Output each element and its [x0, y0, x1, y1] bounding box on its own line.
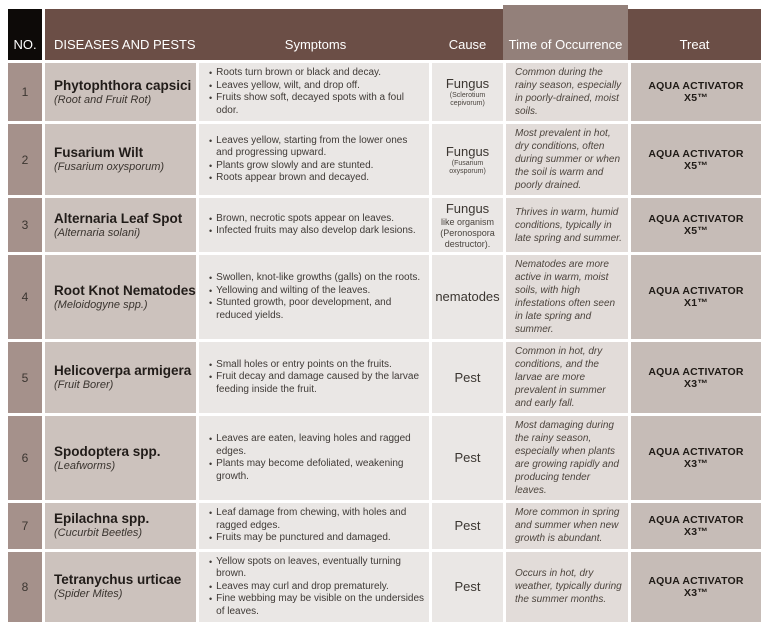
symptoms-cell: • Yellow spots on leaves, eventually turning brown. • Leaves may curl and drop prematurely. • Fine webbing may be visible on the undersides of leaves. [199, 552, 429, 622]
scientific-name: Phytophthora capsici [54, 78, 196, 94]
disease-name-cell [45, 124, 196, 195]
time-text: Occurs in hot, dry weather, typically during the summer months. [515, 567, 622, 606]
cause-cell [432, 255, 503, 339]
row-number: 6 [8, 416, 42, 500]
common-name: (Fusarium oxysporum) [54, 161, 196, 174]
treatment-cell [631, 342, 761, 413]
disease-name-cell [45, 63, 196, 121]
cause-sub: (Fusarium oxysporum) [434, 160, 501, 176]
treatment-name: AQUA ACTIVATOR X3™ [635, 575, 757, 599]
cause-main: Fungus [446, 76, 489, 91]
scientific-name: Tetranychus urticae [54, 572, 196, 588]
cause-main: Pest [454, 450, 480, 465]
symptoms-cell: • Swollen, knot-like growths (galls) on the roots. • Yellowing and wilting of the leaves. • Stunted growth, poor development, and reduced yields. [199, 255, 429, 339]
cause-cell [432, 342, 503, 413]
time-cell [506, 503, 628, 549]
treatment-cell [631, 124, 761, 195]
cause-cell [432, 416, 503, 500]
cause-cell [432, 63, 503, 121]
time-text: Common in hot, dry conditions, and the larvae are more prevalent in summer and early fall. [515, 345, 622, 410]
time-text: Most prevalent in hot, dry conditions, often during summer or when the soil is warm and poorly drained. [515, 127, 622, 192]
header-diseases-and-pests: DISEASES AND PESTS [45, 9, 199, 60]
treatment-name: AQUA ACTIVATOR X3™ [635, 514, 757, 538]
row-number: 1 [8, 63, 42, 121]
cause-main: Fungus [446, 201, 489, 216]
cause-main: Fungus [446, 144, 489, 159]
symptoms-cell: • Small holes or entry points on the fruits. • Fruit decay and damage caused by the larvae feeding inside the fruit. [199, 342, 429, 413]
time-text: Thrives in warm, humid conditions, typically in late spring and summer. [515, 206, 622, 245]
row-number: 2 [8, 124, 42, 195]
cause-sub: like organism (Peronospora destructor). [434, 217, 501, 250]
time-cell [506, 416, 628, 500]
cause-sub: (Sclerotium cepivorum) [434, 92, 501, 108]
header-time-of-occurrence: Time of Occurrence [503, 5, 628, 60]
row-number: 3 [8, 198, 42, 252]
row-number: 7 [8, 503, 42, 549]
disease-name-cell [45, 342, 196, 413]
scientific-name: Fusarium Wilt [54, 145, 196, 161]
common-name: (Cucurbit Beetles) [54, 527, 196, 540]
disease-name-cell [45, 416, 196, 500]
table-body [8, 63, 761, 622]
cause-cell [432, 503, 503, 549]
symptoms-cell: • Leaf damage from chewing, with holes and ragged edges. • Fruits may be punctured and damaged. [199, 503, 429, 549]
time-cell [506, 198, 628, 252]
time-cell [506, 124, 628, 195]
disease-name-cell [45, 255, 196, 339]
common-name: (Fruit Borer) [54, 379, 196, 392]
treatment-cell [631, 503, 761, 549]
cause-main: Pest [454, 370, 480, 385]
scientific-name: Epilachna spp. [54, 511, 196, 527]
table-header [8, 5, 761, 60]
header-cause: Cause [432, 9, 503, 60]
time-cell [506, 342, 628, 413]
time-text: More common in spring and summer when new growth is abundant. [515, 506, 622, 545]
treatment-cell [631, 63, 761, 121]
scientific-name: Alternaria Leaf Spot [54, 211, 196, 227]
treatment-cell [631, 198, 761, 252]
cause-main: Pest [454, 518, 480, 533]
cause-cell [432, 198, 503, 252]
common-name: (Leafworms) [54, 460, 196, 473]
treatment-name: AQUA ACTIVATOR X5™ [635, 148, 757, 172]
time-cell [506, 552, 628, 622]
time-text: Most damaging during the rainy season, especially when plants are growing rapidly and producing tender leaves. [515, 419, 622, 497]
treatment-cell [631, 552, 761, 622]
header-group-dark [45, 9, 503, 60]
common-name: (Alternaria solani) [54, 227, 196, 240]
row-number: 8 [8, 552, 42, 622]
treatment-cell [631, 416, 761, 500]
cause-main: Pest [454, 579, 480, 594]
header-symptoms: Symptoms [199, 9, 432, 60]
time-cell [506, 63, 628, 121]
row-number: 5 [8, 342, 42, 413]
symptoms-cell: • Roots turn brown or black and decay. • Leaves yellow, wilt, and drop off. • Fruits show soft, decayed spots with a foul odor. [199, 63, 429, 121]
disease-name-cell [45, 552, 196, 622]
common-name: (Spider Mites) [54, 588, 196, 601]
treatment-cell [631, 255, 761, 339]
treatment-name: AQUA ACTIVATOR X3™ [635, 366, 757, 390]
symptoms-cell: • Leaves are eaten, leaving holes and ragged edges. • Plants may become defoliated, weakening growth. [199, 416, 429, 500]
treatment-name: AQUA ACTIVATOR X5™ [635, 213, 757, 237]
scientific-name: Root Knot Nematodes [54, 283, 196, 299]
disease-name-cell [45, 198, 196, 252]
scientific-name: Spodoptera spp. [54, 444, 196, 460]
common-name: (Root and Fruit Rot) [54, 94, 196, 107]
common-name: (Meloidogyne spp.) [54, 299, 196, 312]
time-text: Nematodes are more active in warm, moist soils, with high infestations often seen in late spring and summer. [515, 258, 622, 336]
header-treat: Treat [628, 9, 761, 60]
cause-main: nematodes [435, 289, 499, 304]
treatment-name: AQUA ACTIVATOR X1™ [635, 285, 757, 309]
row-number: 4 [8, 255, 42, 339]
cause-cell [432, 552, 503, 622]
header-no: NO. [8, 9, 42, 60]
symptoms-cell: • Leaves yellow, starting from the lower ones and progressing upward. • Plants grow slowly and are stunted. • Roots appear brown and decayed. [199, 124, 429, 195]
disease-name-cell [45, 503, 196, 549]
time-text: Common during the rainy season, especially in poorly-drained, moist soils. [515, 66, 622, 118]
symptoms-cell: • Brown, necrotic spots appear on leaves. • Infected fruits may also develop dark lesions. [199, 198, 429, 252]
time-cell [506, 255, 628, 339]
scientific-name: Helicoverpa armigera [54, 363, 196, 379]
treatment-name: AQUA ACTIVATOR X3™ [635, 446, 757, 470]
treatment-name: AQUA ACTIVATOR X5™ [635, 80, 757, 104]
cause-cell [432, 124, 503, 195]
